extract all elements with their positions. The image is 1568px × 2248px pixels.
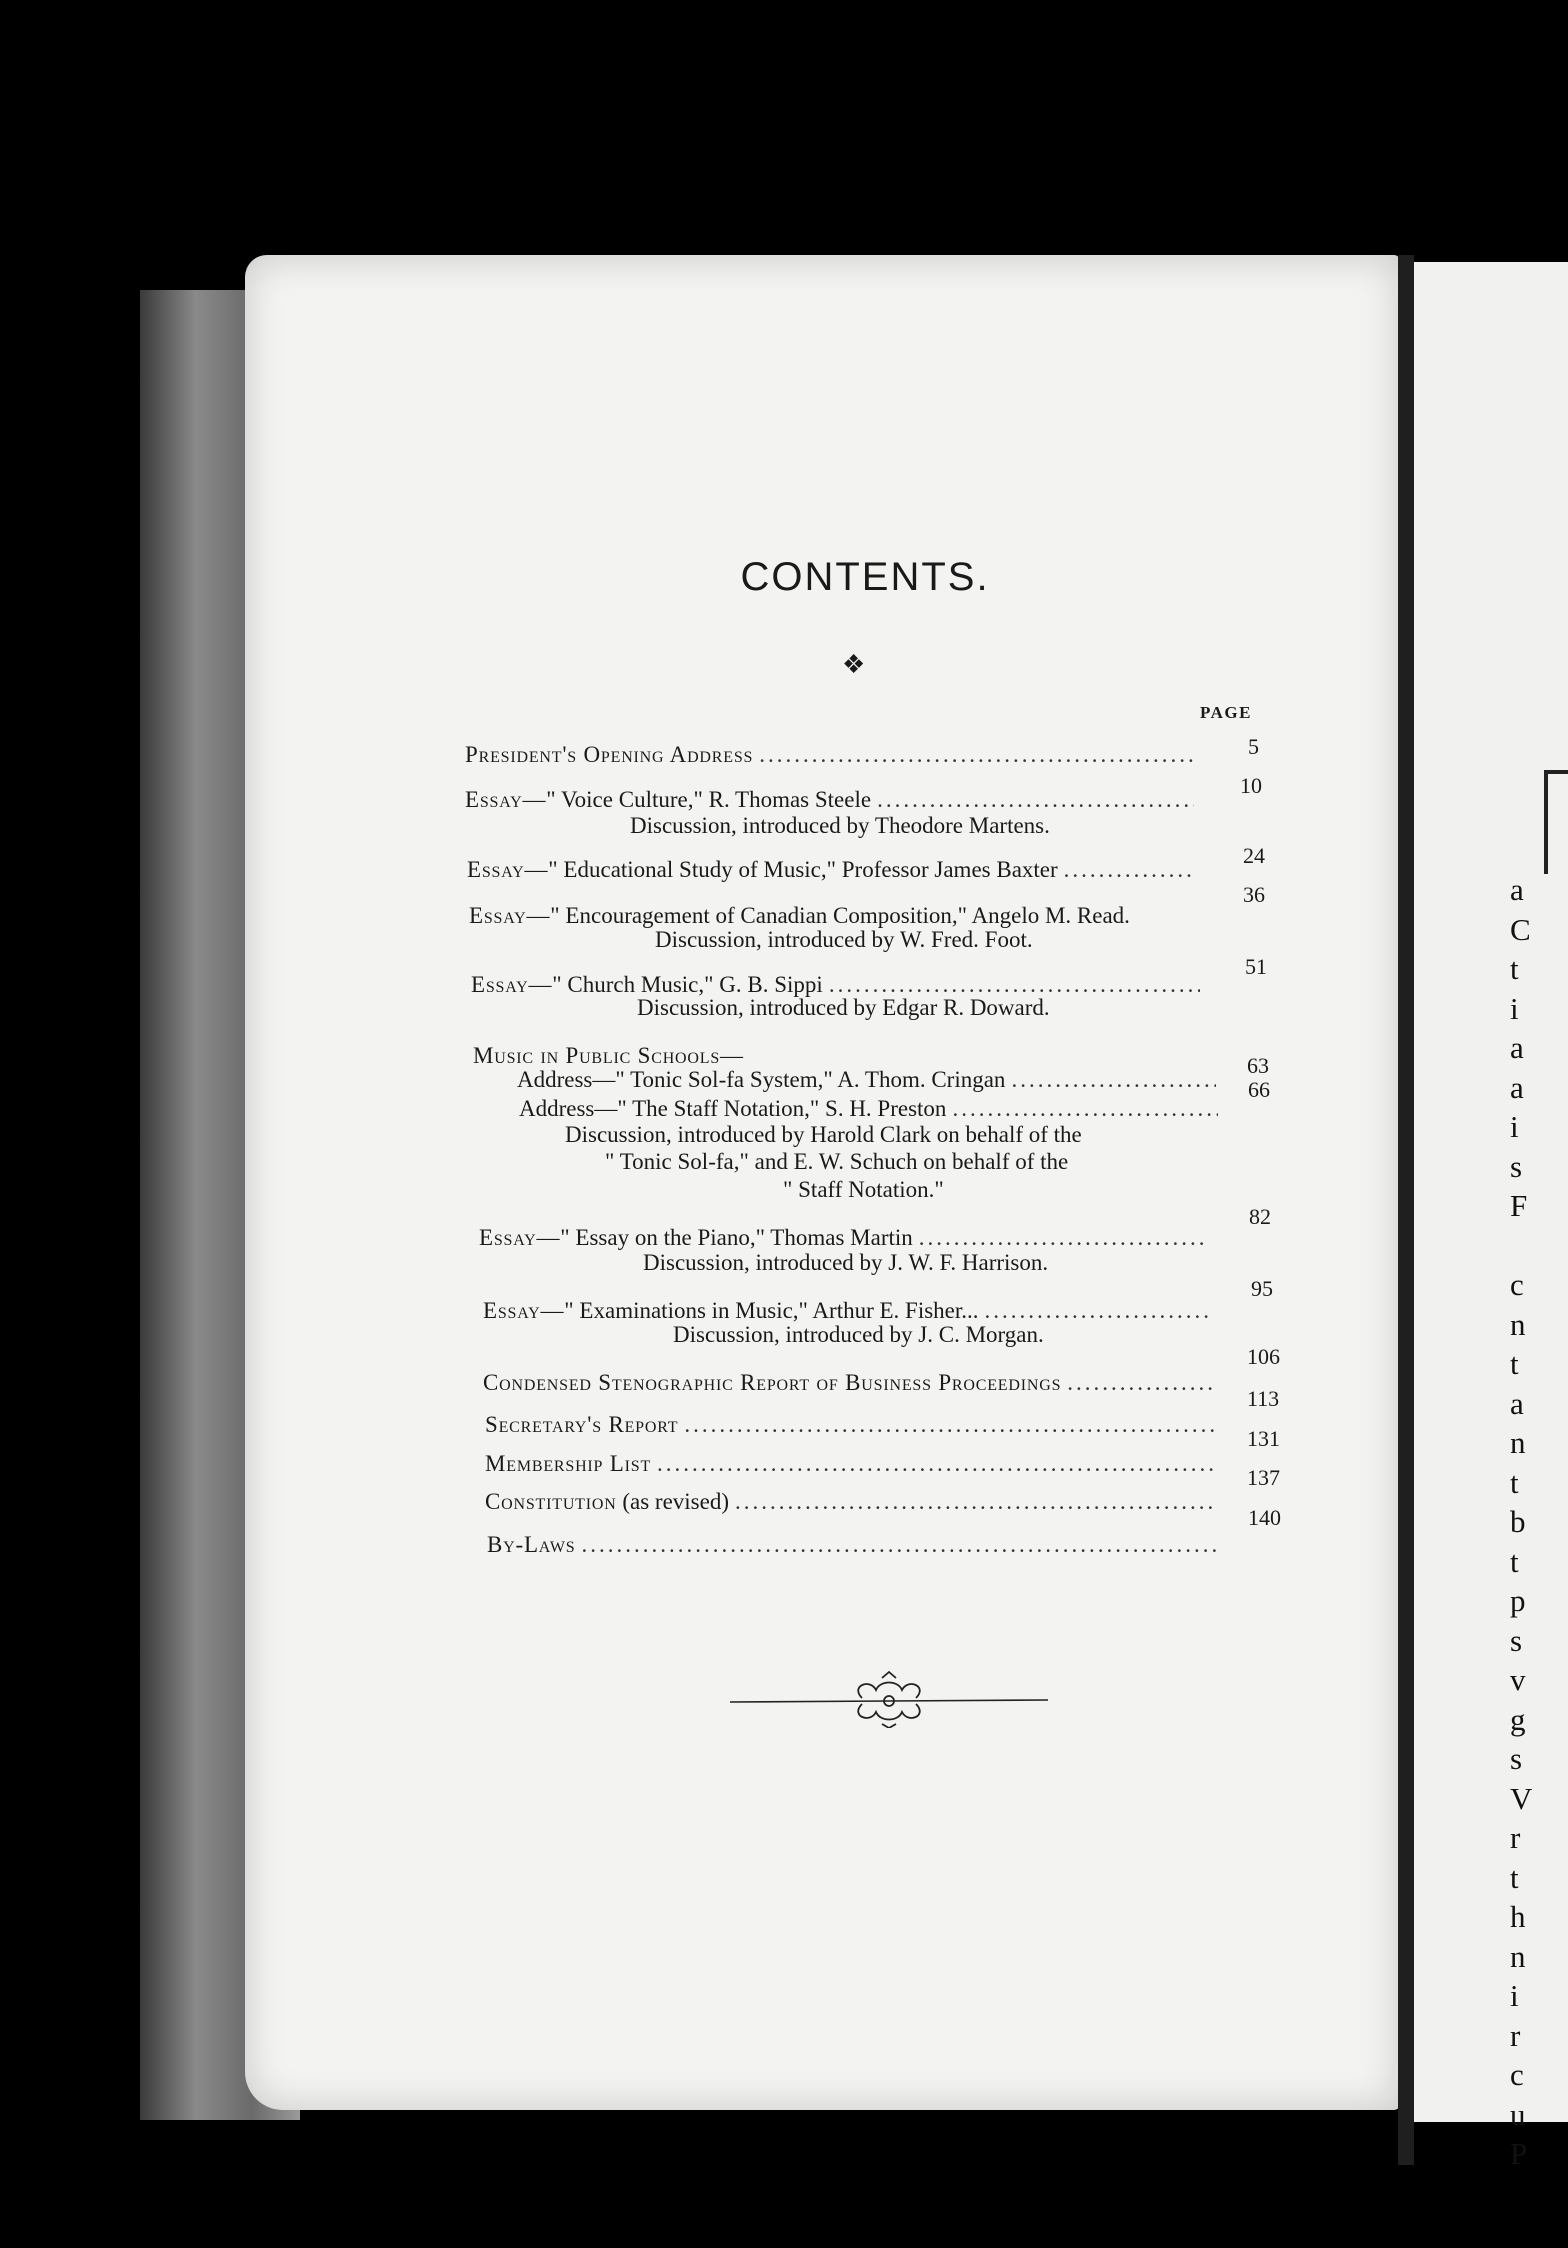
leader-dots: [1064, 857, 1196, 883]
facing-page-letter: c: [1510, 1267, 1524, 1302]
facing-page-letter: t: [1510, 1543, 1519, 1579]
facing-page-letter: g: [1510, 1701, 1526, 1737]
toc-entry: [517, 1067, 1222, 1093]
page-gutter: [1398, 255, 1414, 2165]
toc-discussion: Discussion, introduced by J. C. Morgan.: [673, 1322, 1044, 1347]
toc-entry: [485, 1412, 1220, 1438]
leader-dots: [919, 1225, 1208, 1251]
facing-page-letter: t: [1510, 951, 1519, 986]
leader-dots: [1067, 1370, 1212, 1396]
facing-page-letter: t: [1510, 1346, 1519, 1381]
toc-entry-page: 63: [1247, 1053, 1269, 1078]
facing-page-letter: s: [1510, 1148, 1523, 1184]
toc-entry-label: " Examinations in Music," Arthur E. Fisher...: [564, 1298, 979, 1323]
toc-entry-page: 131: [1247, 1426, 1280, 1451]
toc-entry-page: 36: [1243, 882, 1265, 907]
toc-entry-label: " Educational Study of Music," Professor James Baxter: [548, 857, 1058, 882]
page-title: CONTENTS.: [740, 555, 990, 599]
toc-entry-page: 137: [1247, 1465, 1280, 1490]
facing-page-letter: a: [1510, 1069, 1524, 1105]
toc-discussion: Discussion, introduced by Harold Clark on behalf of the: [565, 1122, 1082, 1147]
leader-dots: [684, 1412, 1214, 1438]
toc-entry: [485, 1451, 1220, 1477]
facing-page-letter: i: [1510, 1978, 1519, 2013]
toc-discussion: Discussion, introduced by Theodore Martens.: [630, 813, 1050, 838]
toc-discussion: " Staff Notation.": [783, 1177, 944, 1202]
toc-entry-page: 106: [1247, 1344, 1280, 1369]
toc-entry-label: Secretary's Report: [485, 1412, 679, 1437]
facing-page-letter: [1510, 1226, 1568, 1266]
toc-entry-page: 140: [1248, 1505, 1281, 1530]
facing-page-letter: c: [1510, 2057, 1524, 2092]
toc-entry-label: Address—" The Staff Notation," S. H. Preston: [519, 1096, 947, 1121]
facing-page-letter: i: [1510, 1109, 1519, 1144]
toc-entry-page: 51: [1245, 954, 1267, 979]
facing-page-letter: n: [1510, 1938, 1526, 1974]
facing-page-letter: h: [1510, 1899, 1526, 1934]
facing-page-letter: r: [1510, 2017, 1521, 2053]
toc-entry-label: " Essay on the Piano," Thomas Martin: [560, 1225, 913, 1250]
toc-entry-label: President's Opening Address: [465, 742, 754, 767]
toc-entry-page: 24: [1243, 843, 1265, 868]
toc-entry-page: 10: [1240, 773, 1262, 798]
facing-page-letter: i: [1510, 990, 1519, 1026]
facing-page-letter: t: [1510, 1859, 1519, 1895]
toc-entry: [487, 1532, 1222, 1558]
toc-entry-page: 5: [1248, 734, 1259, 759]
leader-dots: [952, 1096, 1218, 1122]
facing-page-letter: b: [1510, 1504, 1526, 1539]
toc-entry: [483, 1298, 1218, 1324]
facing-page-ornament: [1544, 770, 1568, 874]
toc-entry-prefix: Essay—: [479, 1225, 561, 1250]
facing-page-letter: a: [1510, 1030, 1524, 1065]
toc-discussion: " Tonic Sol-fa," and E. W. Schuch on behalf of the: [605, 1149, 1069, 1174]
leader-dots: [657, 1451, 1214, 1477]
facing-page-letter: r: [1510, 1820, 1521, 1855]
toc-entry: [469, 903, 1204, 929]
toc-entry-label: " Encouragement of Canadian Composition," Angelo M. Read.: [550, 903, 1130, 928]
facing-page-letter: P: [1510, 2136, 1528, 2171]
facing-page-letter: s: [1510, 1622, 1523, 1658]
toc-entry-page: 113: [1247, 1386, 1280, 1411]
facing-page-letter: V: [1510, 1780, 1533, 1816]
facing-page-letter: a: [1510, 872, 1524, 907]
leader-dots: [877, 787, 1194, 813]
facing-page-letter: s: [1510, 1741, 1523, 1776]
toc-entry: [483, 1370, 1218, 1396]
leader-dots: [759, 742, 1194, 768]
facing-page-letter: n: [1510, 1425, 1526, 1460]
page-column-heading: PAGE: [1200, 703, 1252, 722]
facing-page-letter: u: [1510, 2096, 1526, 2132]
toc-entry-label: " Voice Culture," R. Thomas Steele: [546, 787, 872, 812]
toc-entry-label: Address—" Tonic Sol-fa System," A. Thom. Cringan: [517, 1067, 1006, 1092]
toc-entry: [485, 1489, 1220, 1515]
toc-entry-prefix: Essay—: [469, 903, 551, 928]
toc-entry-suffix: (as revised): [622, 1489, 729, 1514]
facing-page-letter: p: [1510, 1583, 1526, 1618]
toc-entry: [465, 742, 1200, 768]
toc-discussion: Discussion, introduced by J. W. F. Harrison.: [643, 1250, 1049, 1275]
toc-entry-page: 95: [1251, 1276, 1273, 1301]
toc-entry-prefix: Essay—: [465, 787, 547, 812]
toc-entry: [519, 1096, 1224, 1122]
fleuron-icon: ❖: [842, 650, 866, 679]
facing-page-letters: [1510, 870, 1568, 2174]
toc-entry: [467, 857, 1202, 883]
toc-entry-label: Membership List: [485, 1451, 652, 1476]
facing-page-letter: n: [1510, 1306, 1526, 1342]
facing-page-letter: F: [1510, 1188, 1528, 1223]
toc-discussion: Discussion, introduced by Edgar R. Doward.: [637, 995, 1050, 1020]
leader-dots: [985, 1298, 1212, 1324]
toc-discussion: Discussion, introduced by W. Fred. Foot.: [655, 927, 1033, 952]
toc-entry-label: Condensed Stenographic Report of Business Proceedings: [483, 1370, 1062, 1395]
toc-entry-prefix: Essay—: [483, 1298, 565, 1323]
toc-entry: [479, 1225, 1214, 1251]
facing-page-letter: a: [1510, 1385, 1524, 1421]
facing-page-letter: t: [1510, 1464, 1519, 1500]
facing-page-letter: v: [1510, 1662, 1526, 1697]
leader-dots: [735, 1489, 1214, 1515]
toc-section-heading: [473, 1043, 1208, 1069]
toc-entry-label: " Church Music," G. B. Sippi: [552, 972, 823, 997]
toc-entry-prefix: Essay—: [467, 857, 549, 882]
leader-dots: [1011, 1067, 1216, 1093]
toc-entry-label: Music in Public Schools—: [473, 1043, 744, 1068]
toc-entry-label: Constitution: [485, 1489, 617, 1514]
toc-entry-page: 66: [1248, 1077, 1270, 1102]
facing-page-letter: C: [1510, 911, 1531, 947]
leader-dots: [581, 1532, 1216, 1558]
toc-entry-prefix: Essay—: [471, 972, 553, 997]
toc-entry-page: 82: [1249, 1204, 1271, 1229]
toc-entry-label: By-Laws: [487, 1532, 576, 1557]
rule-ornament-icon: [730, 1668, 1048, 1728]
toc-entry: [465, 787, 1200, 813]
